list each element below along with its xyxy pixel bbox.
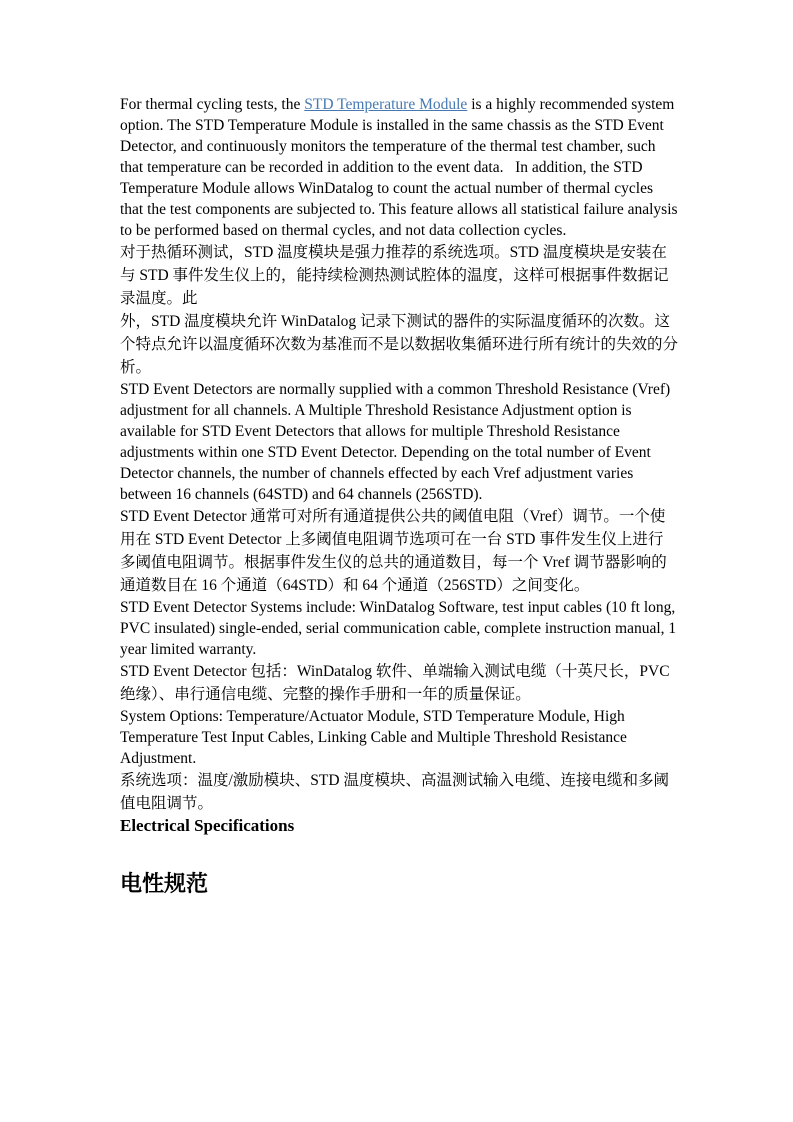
paragraph-zh-thermal-cycling: 对于热循环测试，STD 温度模块是强力推荐的系统选项。STD 温度模块是安装在与 STD 事件发生仪上的，能持续检测热测试腔体的温度，这样可根据事件数据记录温度。此 (120, 244, 669, 307)
std-temperature-module-link[interactable]: STD Temperature Module (304, 96, 468, 113)
heading-electrical-specifications-en: Electrical Specifications (120, 816, 295, 835)
intro-text-before-link: For thermal cycling tests, the (120, 96, 305, 113)
heading-electrical-specifications-zh: 电性规范 (120, 871, 209, 896)
paragraph-zh-threshold-resistance: STD Event Detector 通常可对所有通道提供公共的阈值电阻（Vref）调节。一个使用在 STD Event Detector 上多阈值电阻调节选项可在一台 STD 事件发生仪上进行多阈值电阻调节。根据事件发生仪的总共的通道数目，每一个 Vref 调节器影响的通道数目在 16 个通道（64STD）和 64 个通道（256STD）之间变化。 (120, 508, 667, 594)
paragraph-en-systems-include: STD Event Detector Systems include: WinDatalog Software, test input cables (10 ft long, PVC insulated) single-ended, serial communication cable, complete instruction manual, 1 year limited warranty. (120, 599, 687, 658)
paragraph-zh-systems-include: STD Event Detector 包括：WinDatalog 软件、单端输入测试电缆（十英尺长，PVC 绝缘）、串行通信电缆、完整的操作手册和一年的质量保证。 (120, 663, 674, 703)
document-content (120, 94, 687, 897)
intro-text-after-link: is a highly recommended system option. The STD Temperature Module is installed in the same chassis as the STD Event Detector, and continuously monitors the temperature of the thermal test chamber, such that temperature can be recorded in addition to the event data. In addition, the STD Temperature Module allows WinDatalog to count the actual number of thermal cycles that the test components are subjected to. This feature allows all statistical failure analysis to be performed based on thermal cycles, and not data collection cycles. (120, 96, 682, 239)
intro-paragraph (120, 94, 682, 241)
paragraph-en-system-options: System Options: Temperature/Actuator Module, STD Temperature Module, High Temperature Test Input Cables, Linking Cable and Multiple Threshold Resistance Adjustment. (120, 708, 630, 767)
paragraph-en-threshold-resistance: STD Event Detectors are normally supplied with a common Threshold Resistance (Vref) adjustment for all channels. A Multiple Threshold Resistance Adjustment option is available for STD Event Detectors that allows for multiple Threshold Resistance adjustments within one STD Event Detector. Depending on the total number of Event Detector channels, the number of channels effected by each Vref adjustment varies between 16 channels (64STD) and 64 channels (256STD). (120, 381, 675, 503)
paragraph-zh-windatalog-count: 外，STD 温度模块允许 WinDatalog 记录下测试的器件的实际温度循环的次数。这个特点允许以温度循环次数为基准而不是以数据收集循环进行所有统计的失效的分析。 (120, 313, 679, 376)
paragraph-zh-system-options: 系统选项：温度/激励模块、STD 温度模块、高温测试输入电缆、连接电缆和多阈值电阻调节。 (120, 772, 669, 812)
